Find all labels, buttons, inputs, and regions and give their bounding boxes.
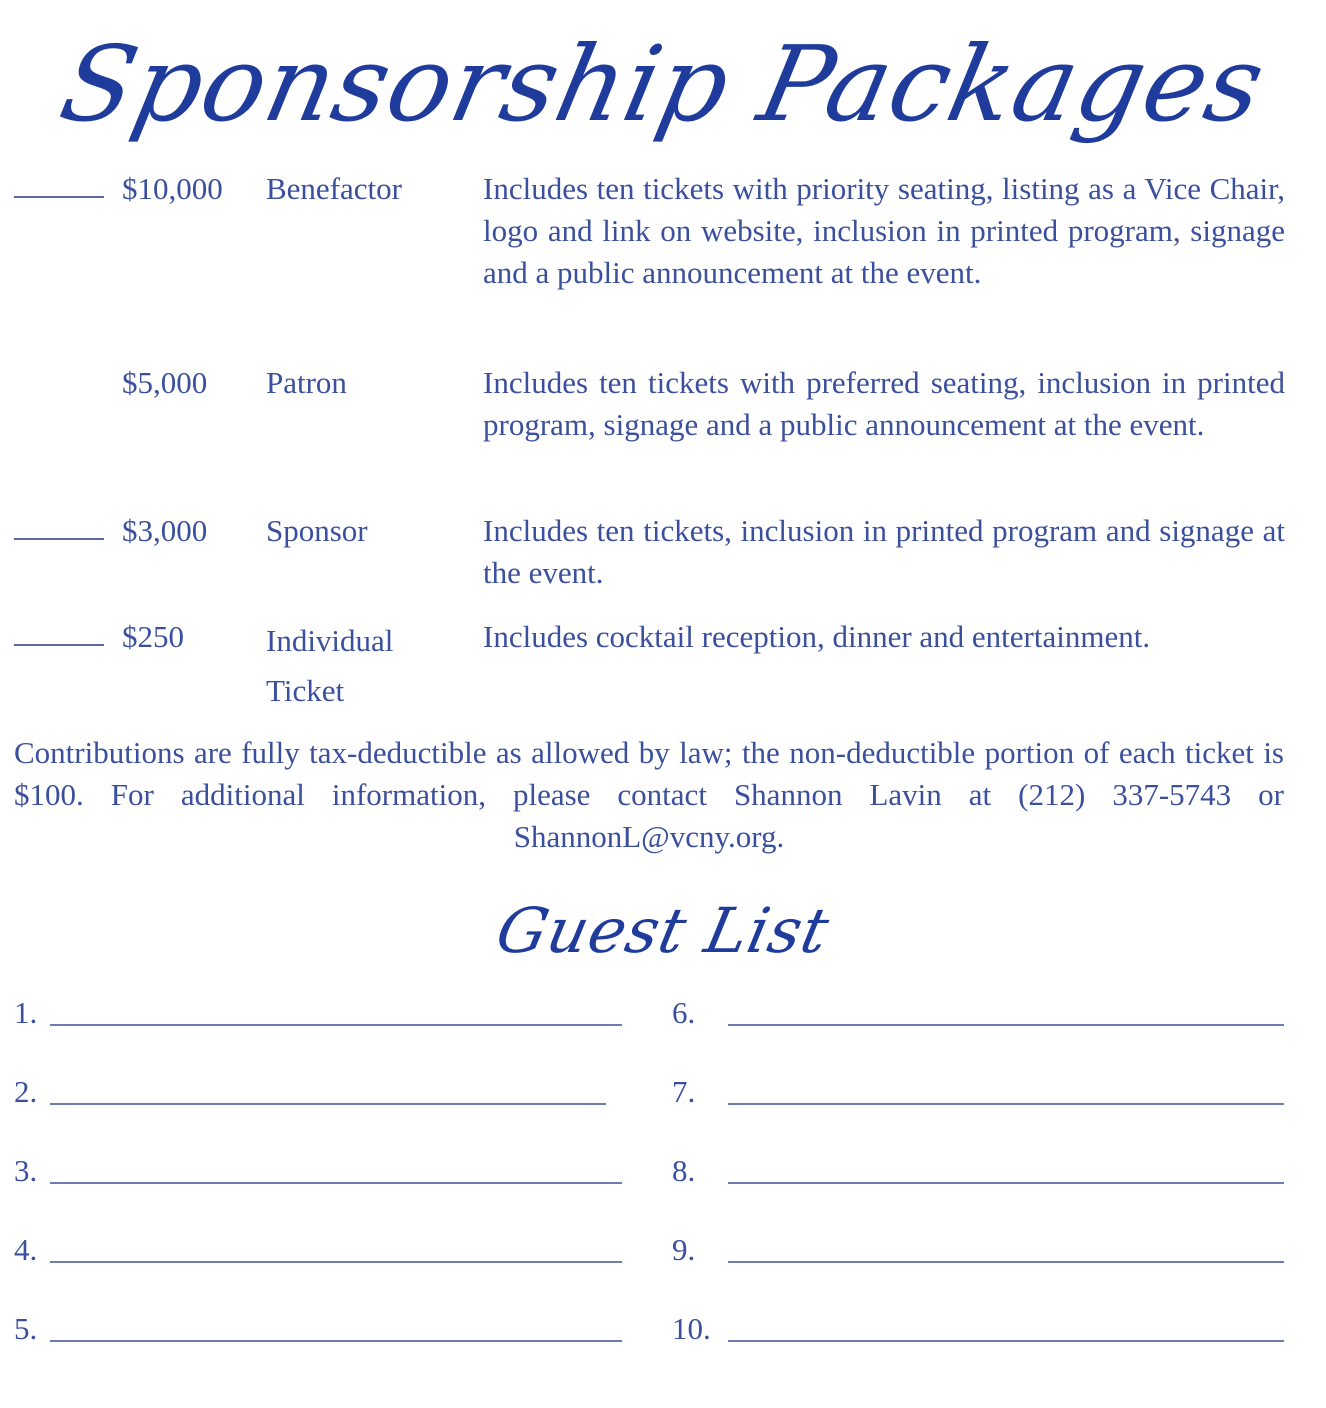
- page-title: Sponsorship Packages: [50, 23, 1276, 145]
- guest-number: 3.: [14, 1153, 38, 1188]
- package-price: $250: [122, 619, 184, 654]
- guest-name-line[interactable]: [728, 1182, 1284, 1184]
- guest-row-10: [672, 1304, 1286, 1354]
- package-description: Includes ten tickets with preferred seating, inclusion in printed program, signage and a public announcement at the event.: [483, 365, 1285, 442]
- guest-number: 4.: [14, 1232, 38, 1267]
- package-price: $10,000: [122, 171, 223, 206]
- package-level: Sponsor: [266, 513, 368, 548]
- guest-row-4: [14, 1225, 614, 1275]
- guest-name-line[interactable]: [50, 1182, 622, 1184]
- guest-name-line[interactable]: [50, 1340, 622, 1342]
- tax-contact-note: Contributions are fully tax-deductible as allowed by law; the non-deductible portion of each ticket is $100. For additional information, please contact Shannon Lavin at (212) 337-5743 or ShannonL@vcny.org.: [14, 735, 1284, 854]
- guest-name-line[interactable]: [50, 1261, 622, 1263]
- guest-name-line[interactable]: [728, 1340, 1284, 1342]
- guest-row-2: [14, 1067, 614, 1117]
- guest-name-line[interactable]: [50, 1024, 622, 1026]
- guest-number: 8.: [672, 1153, 696, 1188]
- package-price: $3,000: [122, 513, 208, 548]
- package-description: Includes cocktail reception, dinner and entertainment.: [483, 619, 1151, 654]
- package-description: Includes ten tickets, inclusion in printed program and signage at the event.: [483, 513, 1285, 590]
- package-level: Patron: [266, 365, 347, 400]
- package-description: Includes ten tickets with priority seating, listing as a Vice Chair, logo and link on website, inclusion in printed program, signage and a public announcement at the event.: [483, 171, 1285, 290]
- package-checkbox-line[interactable]: [14, 196, 104, 198]
- guest-row-5: [14, 1304, 614, 1354]
- guest-row-3: [14, 1146, 614, 1196]
- guest-row-1: [14, 988, 614, 1038]
- guest-number: 6.: [672, 995, 696, 1030]
- guest-name-line[interactable]: [50, 1103, 606, 1105]
- package-checkbox-line[interactable]: [14, 538, 104, 540]
- package-price: $5,000: [122, 365, 208, 400]
- guest-number: 2.: [14, 1074, 38, 1109]
- guest-number: 9.: [672, 1232, 696, 1267]
- guest-number: 10.: [672, 1311, 711, 1346]
- guest-name-line[interactable]: [728, 1261, 1284, 1263]
- guest-number: 7.: [672, 1074, 696, 1109]
- guest-list-title: Guest List: [490, 894, 837, 967]
- guest-name-line[interactable]: [728, 1103, 1284, 1105]
- guest-row-7: [672, 1067, 1286, 1117]
- guest-row-9: [672, 1225, 1286, 1275]
- guest-row-8: [672, 1146, 1286, 1196]
- package-level: Individual Ticket: [266, 623, 394, 708]
- guest-number: 5.: [14, 1311, 38, 1346]
- guest-number: 1.: [14, 995, 38, 1030]
- package-checkbox-line[interactable]: [14, 644, 104, 646]
- package-level: Benefactor: [266, 171, 402, 206]
- guest-row-6: [672, 988, 1286, 1038]
- guest-name-line[interactable]: [728, 1024, 1284, 1026]
